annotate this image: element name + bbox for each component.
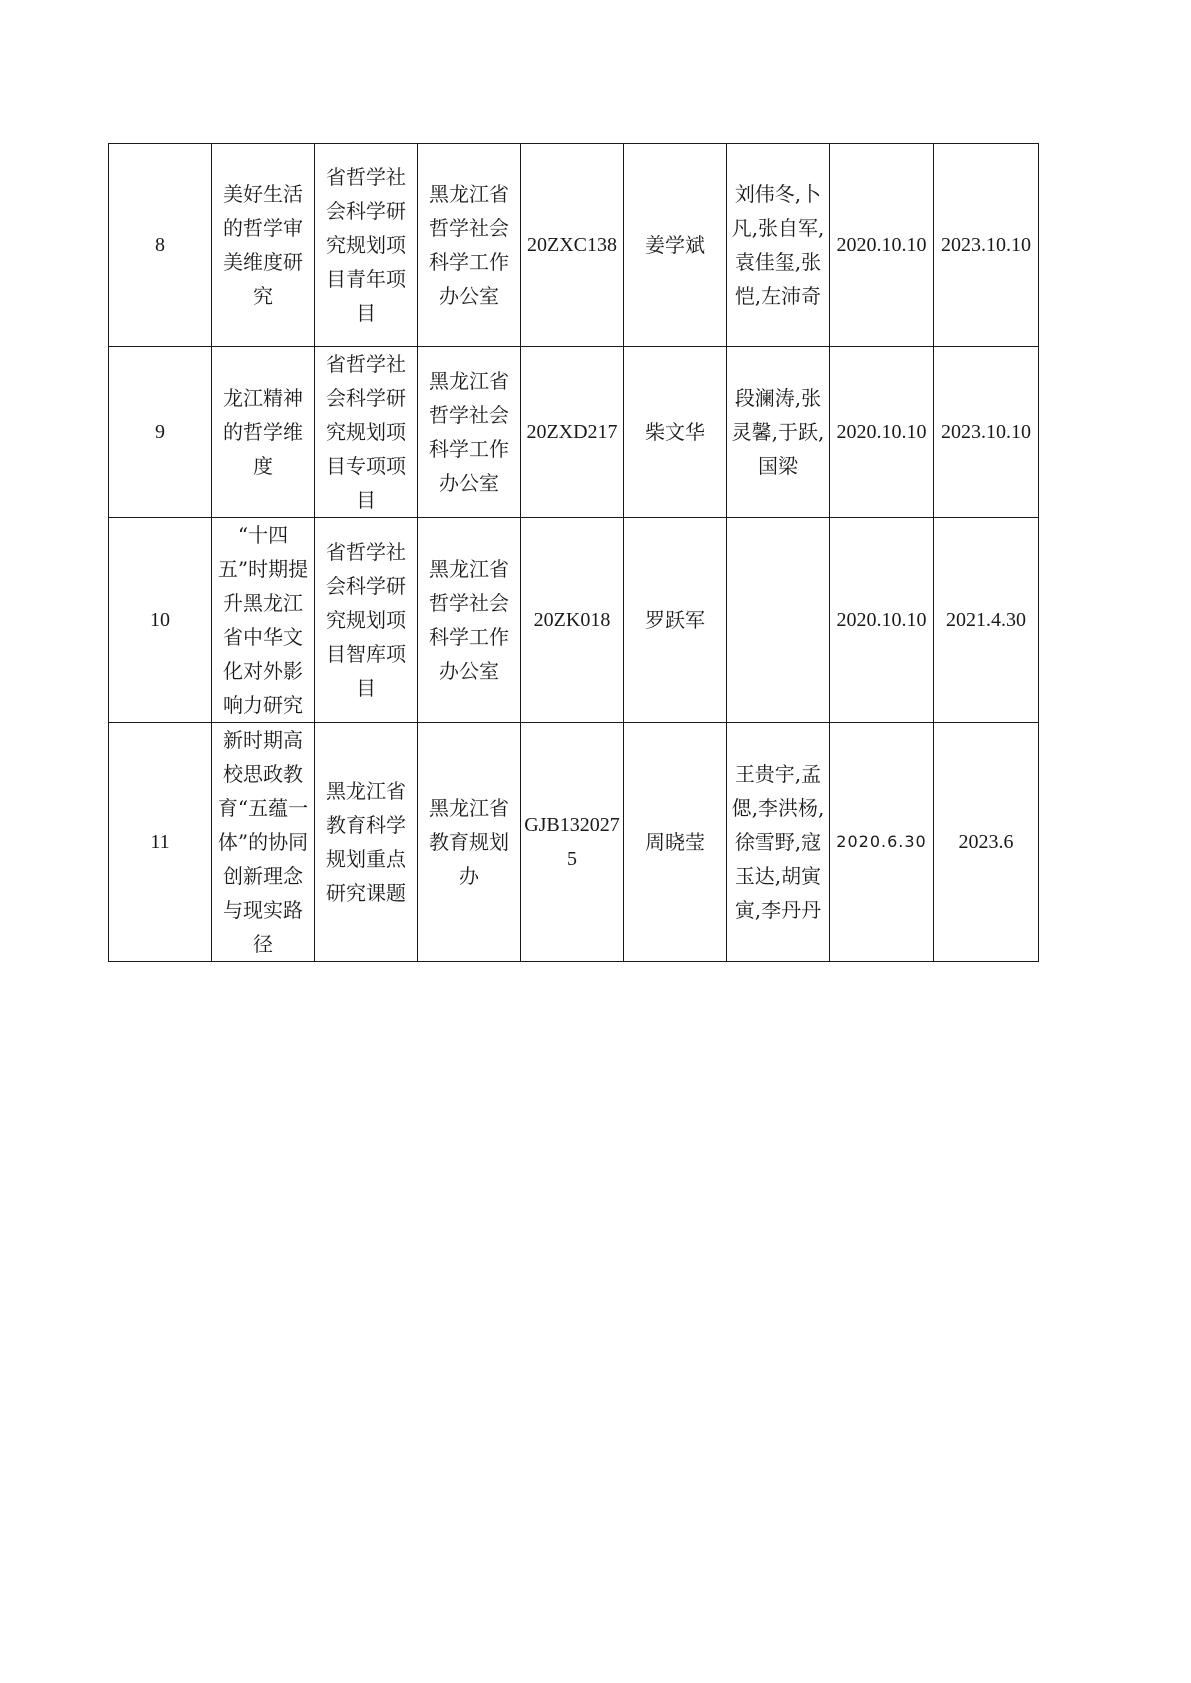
start-date: 2020.10.10 <box>830 518 934 723</box>
project-members: 王贵宇,孟偲,李洪杨,徐雪野,寇玉达,胡寅寅,李丹丹 <box>727 723 830 962</box>
project-title: 美好生活的哲学审美维度研究 <box>212 144 315 347</box>
project-leader: 罗跃军 <box>624 518 727 723</box>
project-title: “十四五”时期提升黑龙江省中华文化对外影响力研究 <box>212 518 315 723</box>
project-type: 省哲学社会科学研究规划项目青年项目 <box>315 144 418 347</box>
project-title: 新时期高校思政教育“五蕴一体”的协同创新理念与现实路径 <box>212 723 315 962</box>
end-date: 2023.10.10 <box>934 144 1039 347</box>
row-number: 9 <box>109 347 212 518</box>
project-code: 20ZXC138 <box>521 144 624 347</box>
issuing-org: 黑龙江省哲学社会科学工作办公室 <box>418 347 521 518</box>
project-title: 龙江精神的哲学维度 <box>212 347 315 518</box>
start-date: 2020.10.10 <box>830 347 934 518</box>
start-date: 2020.10.10 <box>830 144 934 347</box>
issuing-org: 黑龙江省哲学社会科学工作办公室 <box>418 144 521 347</box>
table-row <box>109 144 1039 347</box>
end-date: 2023.10.10 <box>934 347 1039 518</box>
project-members: 刘伟冬,卜凡,张自军,袁佳玺,张恺,左沛奇 <box>727 144 830 347</box>
row-number: 11 <box>109 723 212 962</box>
project-type: 黑龙江省教育科学规划重点研究课题 <box>315 723 418 962</box>
project-table <box>108 143 1039 962</box>
project-code: 20ZXD217 <box>521 347 624 518</box>
project-type: 省哲学社会科学研究规划项目智库项目 <box>315 518 418 723</box>
end-date: 2023.6 <box>934 723 1039 962</box>
project-members <box>727 518 830 723</box>
project-code: GJB1320275 <box>521 723 624 962</box>
project-leader: 周晓莹 <box>624 723 727 962</box>
end-date: 2021.4.30 <box>934 518 1039 723</box>
issuing-org: 黑龙江省哲学社会科学工作办公室 <box>418 518 521 723</box>
table-row <box>109 347 1039 518</box>
project-type: 省哲学社会科学研究规划项目专项项目 <box>315 347 418 518</box>
row-number: 10 <box>109 518 212 723</box>
table-row <box>109 518 1039 723</box>
project-members: 段澜涛,张灵馨,于跃,国梁 <box>727 347 830 518</box>
project-code: 20ZK018 <box>521 518 624 723</box>
issuing-org: 黑龙江省教育规划办 <box>418 723 521 962</box>
table-row <box>109 723 1039 962</box>
row-number: 8 <box>109 144 212 347</box>
project-leader: 柴文华 <box>624 347 727 518</box>
project-leader: 姜学斌 <box>624 144 727 347</box>
start-date: 2020.6.30 <box>830 723 934 962</box>
